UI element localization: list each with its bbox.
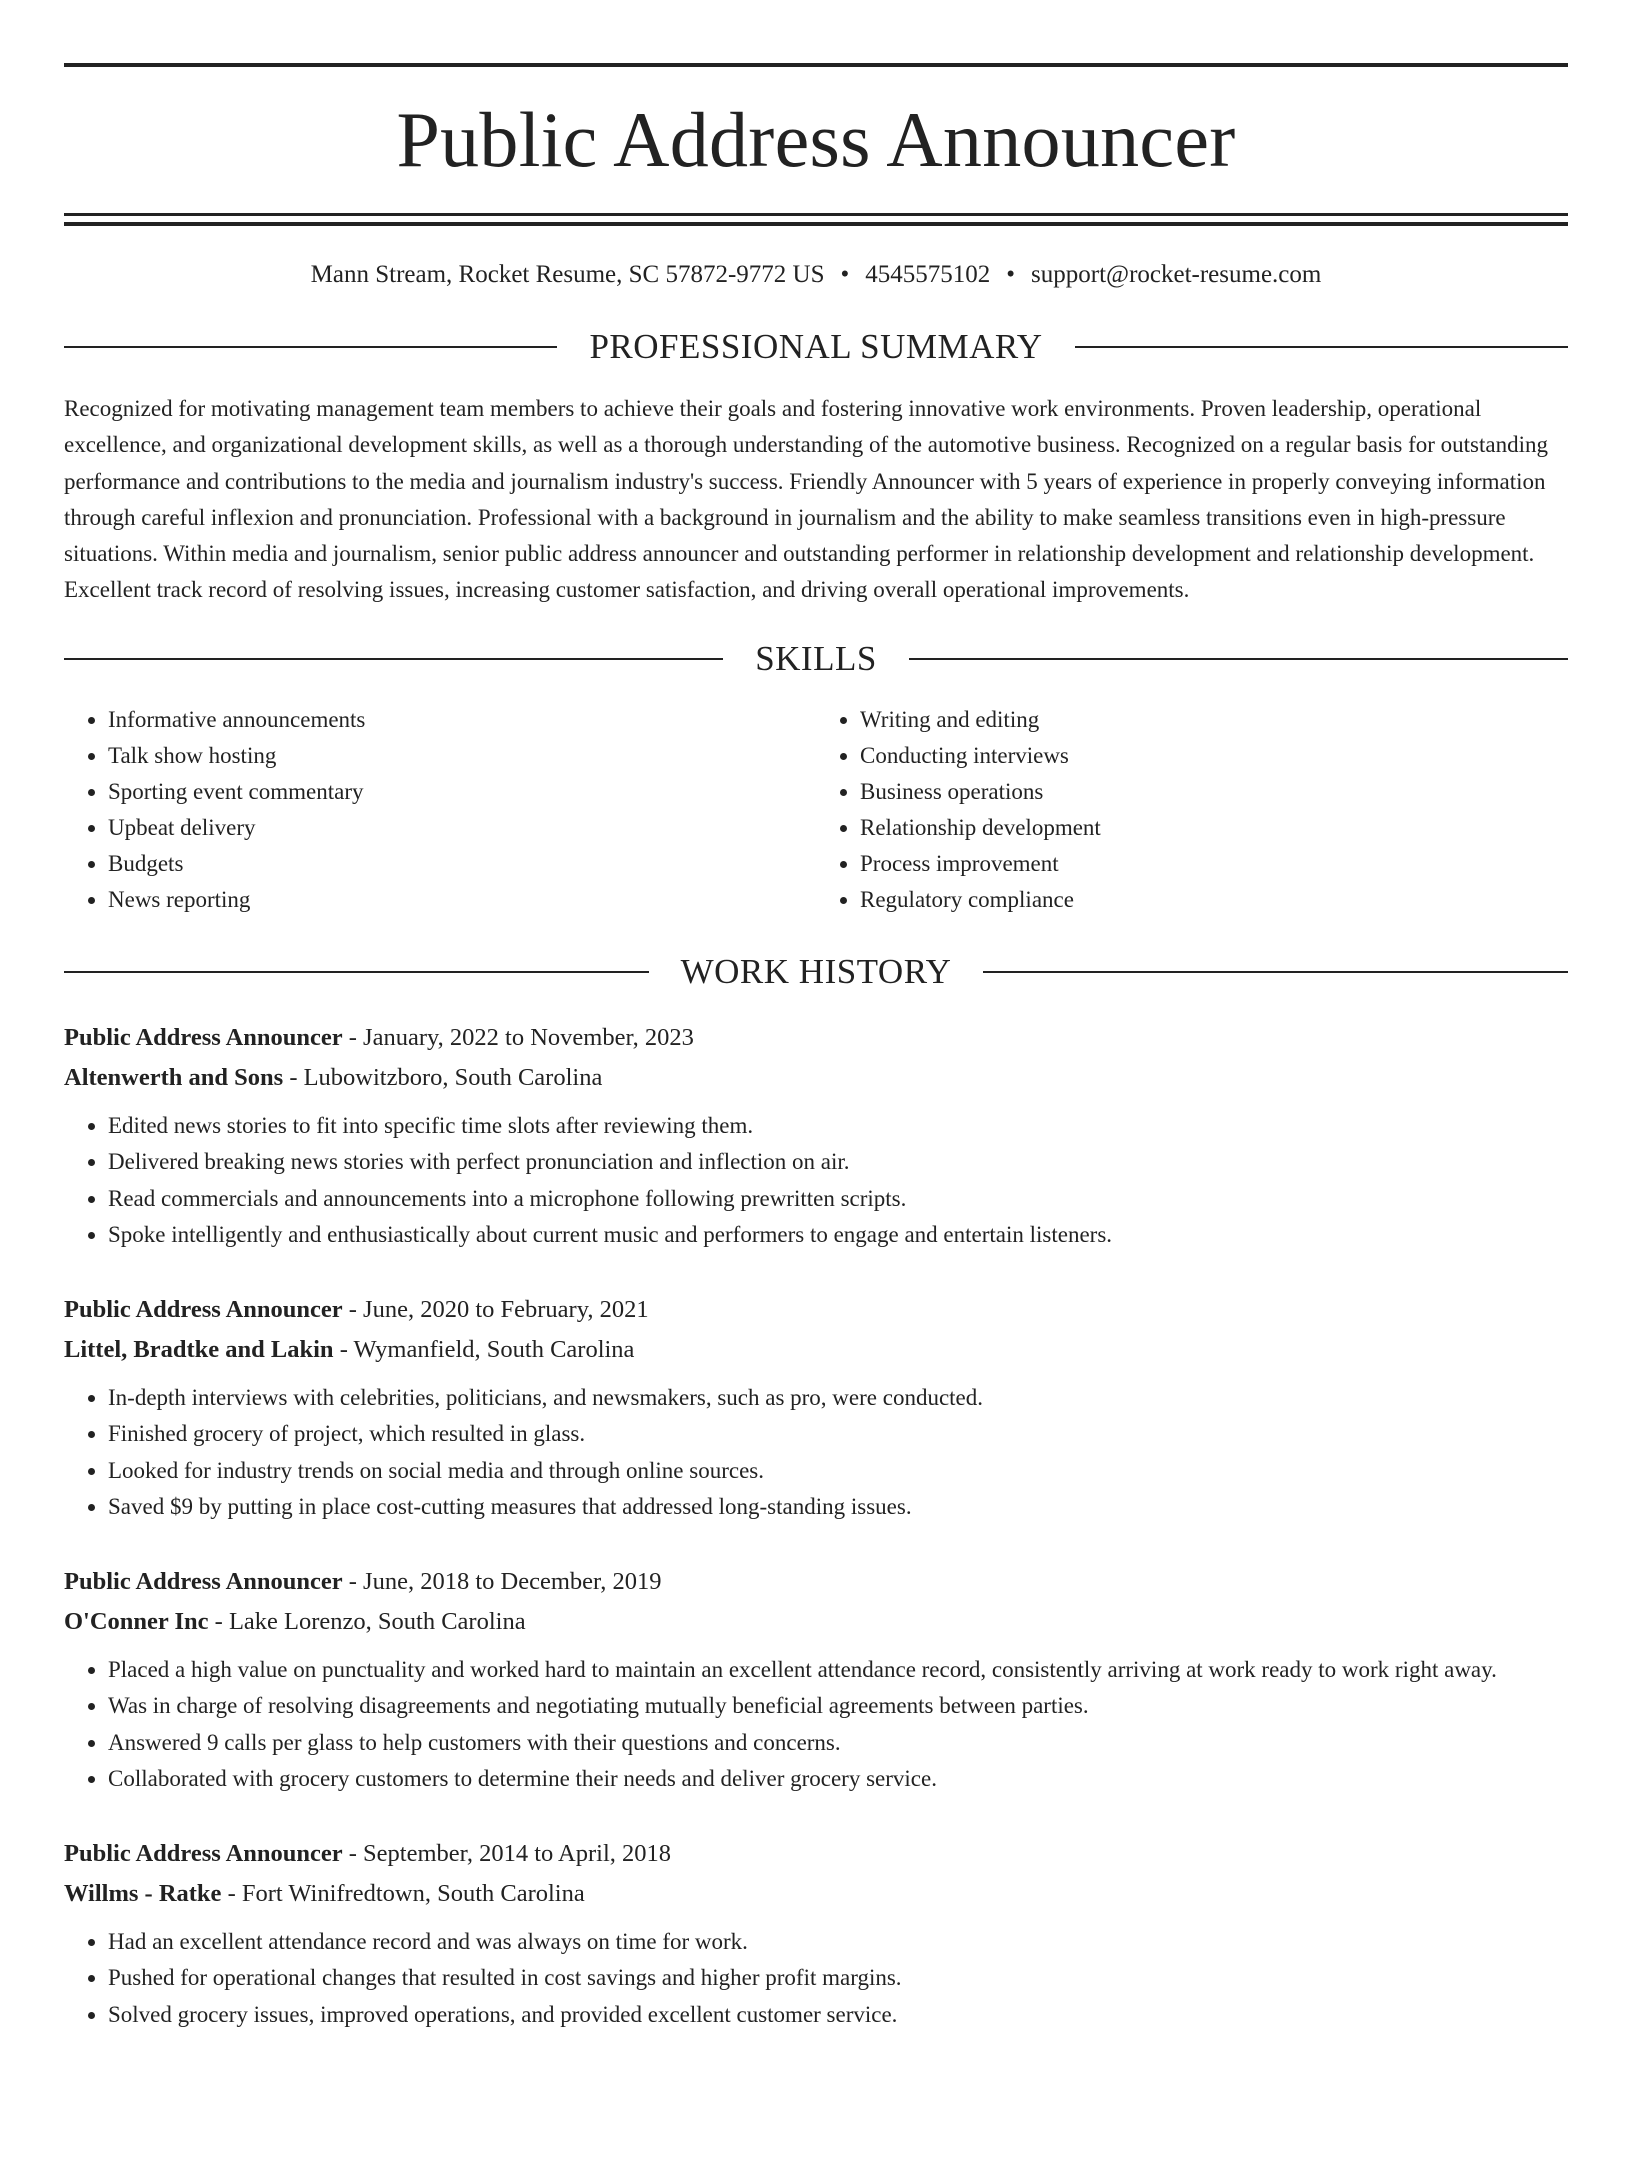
job-dates: - January, 2022 to November, 2023 [342, 1023, 694, 1051]
job-bullet: • Looked for industry trends on social media and through online sources. [108, 1453, 1568, 1490]
contact-line [64, 259, 1568, 291]
job-bullets [64, 1108, 1568, 1254]
contact-phone: 4545575102 [865, 261, 991, 288]
heading-rule-left [64, 971, 649, 973]
job-company-line [64, 1330, 1568, 1370]
job-bullet: • Read commercials and announcements into a microphone following prewritten scripts. [108, 1181, 1568, 1218]
resume-page [0, 63, 1632, 2175]
job-dates: - June, 2018 to December, 2019 [342, 1567, 662, 1595]
skill-item: • Writing and editing [860, 702, 1568, 738]
job-company-line [64, 1874, 1568, 1914]
job-bullet: • Spoke intelligently and enthusiastically about current music and performers to engage and entertain listeners. [108, 1217, 1568, 1254]
title-double-rule [64, 213, 1568, 226]
job-location: - Lubowitzboro, South Carolina [283, 1063, 603, 1091]
job-bullets [64, 1652, 1568, 1798]
work-heading-label: WORK HISTORY [680, 951, 952, 991]
skill-item: • Budgets [108, 846, 816, 882]
job-title: Public Address Announcer [64, 1567, 343, 1595]
summary-text: Recognized for motivating management team members to achieve their goals and fostering innovative work environments. Proven leadership, operational excellence, and organizational development skills, as well as a thorough understanding of the automotive business. Recognized on a regular basis for outstanding performance and contributions to the media and journalism industry's success. Friendly Announcer with 5 years of experience in properly conveying information through careful inflexion and pronunciation. Professional with a background in journalism and the ability to make seamless transitions even in high-pressure situations. Within media and journalism, senior public address announcer and outstanding performer in relationship development and relationship development. Excellent track record of resolving issues, increasing customer satisfaction, and driving overall operational improvements. [64, 396, 1548, 603]
skill-item: • Relationship development [860, 810, 1568, 846]
skills-heading [64, 639, 1568, 679]
job-title: Public Address Announcer [64, 1295, 343, 1323]
job-company: Littel, Bradtke and Lakin [64, 1335, 334, 1363]
job-bullet: • Was in charge of resolving disagreements and negotiating mutually beneficial agreements between parties. [108, 1688, 1568, 1725]
job-bullet: • Saved $9 by putting in place cost-cutting measures that addressed long-standing issues. [108, 1489, 1568, 1526]
job-bullet: • Edited news stories to fit into specific time slots after reviewing them. [108, 1108, 1568, 1145]
job-entry [64, 1834, 1568, 2034]
job-bullet: • Pushed for operational changes that resulted in cost savings and higher profit margins. [108, 1960, 1568, 1997]
page-title: Public Address Announcer [396, 96, 1236, 183]
job-title-line [64, 1018, 1568, 1058]
contact-separator: • [1006, 261, 1016, 288]
skills-column-left [64, 702, 816, 918]
job-company-line [64, 1602, 1568, 1642]
job-title: Public Address Announcer [64, 1023, 343, 1051]
skill-item: • Business operations [860, 774, 1568, 810]
job-company: Willms - Ratke [64, 1879, 222, 1907]
heading-rule-right [983, 971, 1568, 973]
skills-list [64, 702, 1568, 918]
skill-item: • Conducting interviews [860, 738, 1568, 774]
summary-heading-label: PROFESSIONAL SUMMARY [589, 327, 1043, 366]
job-bullet: • In-depth interviews with celebrities, politicians, and newsmakers, such as pro, were conducted. [108, 1380, 1568, 1417]
heading-rule-right [1075, 346, 1568, 348]
job-entry [64, 1562, 1568, 1798]
job-title-line [64, 1562, 1568, 1602]
job-company: Altenwerth and Sons [64, 1063, 284, 1091]
job-location: - Lake Lorenzo, South Carolina [208, 1607, 526, 1635]
heading-rule-left [64, 346, 557, 348]
summary-heading [64, 327, 1568, 367]
job-title-line [64, 1834, 1568, 1874]
job-bullet: • Answered 9 calls per glass to help customers with their questions and concerns. [108, 1725, 1568, 1762]
job-title: Public Address Announcer [64, 1839, 343, 1867]
work-heading [64, 952, 1568, 992]
skill-item: • Process improvement [860, 846, 1568, 882]
job-bullet: • Had an excellent attendance record and was always on time for work. [108, 1924, 1568, 1961]
job-bullet: • Collaborated with grocery customers to determine their needs and deliver grocery service. [108, 1761, 1568, 1798]
contact-separator: • [840, 261, 850, 288]
skills-heading-label: SKILLS [755, 638, 877, 678]
top-rule [64, 63, 1568, 67]
job-entry [64, 1290, 1568, 1526]
job-company: O'Conner Inc [64, 1607, 209, 1635]
heading-rule-left [64, 658, 723, 660]
job-bullet: • Finished grocery of project, which resulted in glass. [108, 1416, 1568, 1453]
skills-column-right [816, 702, 1568, 918]
skill-item: • Upbeat delivery [108, 810, 816, 846]
job-company-line [64, 1058, 1568, 1098]
job-location: - Wymanfield, South Carolina [333, 1335, 635, 1363]
job-dates: - September, 2014 to April, 2018 [342, 1839, 672, 1867]
contact-address: Mann Stream, Rocket Resume, SC 57872-9772 US [310, 261, 825, 288]
skill-item: • Talk show hosting [108, 738, 816, 774]
job-bullet: • Placed a high value on punctuality and worked hard to maintain an excellent attendance record, consistently arriving at work ready to work right away. [108, 1652, 1568, 1689]
job-bullets [64, 1380, 1568, 1526]
skill-item: • Regulatory compliance [860, 882, 1568, 918]
job-bullet: • Solved grocery issues, improved operations, and provided excellent customer service. [108, 1997, 1568, 2034]
job-dates: - June, 2020 to February, 2021 [342, 1295, 649, 1323]
heading-rule-right [909, 658, 1568, 660]
skill-item: • Informative announcements [108, 702, 816, 738]
work-history-list [64, 1018, 1568, 2034]
contact-email: support@rocket-resume.com [1031, 261, 1322, 288]
skill-item: • News reporting [108, 882, 816, 918]
job-location: - Fort Winifredtown, South Carolina [221, 1879, 585, 1907]
skill-item: • Sporting event commentary [108, 774, 816, 810]
job-entry [64, 1018, 1568, 1254]
job-bullets [64, 1924, 1568, 2034]
job-title-line [64, 1290, 1568, 1330]
job-bullet: • Delivered breaking news stories with perfect pronunciation and inflection on air. [108, 1144, 1568, 1181]
